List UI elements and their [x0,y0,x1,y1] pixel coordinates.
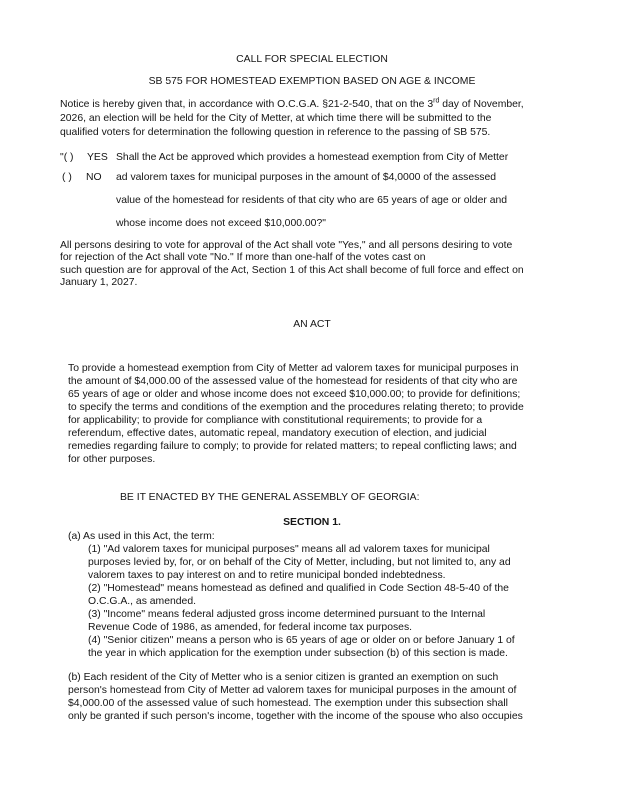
act-text-line-3: 65 years of age or older and whose income does not exceed $10,000.00; to provide for definitions; [68,389,521,400]
notice-line-2: 2026, an election will be held for the City of Metter, at which time there will be submitted to the [60,113,492,124]
act-text-line-2: the amount of $4,000.00 of the assessed value of the homestead for residents of that city who are [68,376,518,387]
definition-1-line-3: valorem taxes to pay interest on and to retire municipal bonded indebtedness. [88,570,446,581]
section-b-line-2: person's homestead from City of Metter ad valorem taxes for municipal purposes in the amount of [68,685,517,696]
notice-line-1 [60,98,524,111]
act-text-line-1: To provide a homestead exemption from City of Metter ad valorem taxes for municipal purposes in [68,363,519,374]
definition-3-line-1: (3) "Income" means federal adjusted gross income determined pursuant to the Internal [88,609,486,620]
section-b-line-4: only be granted if such person's income, together with the income of the spouse who also occupies [68,711,523,722]
act-text-line-7: remedies regarding failure to comply; to provide for related matters; to repeal conflicting laws; and [68,441,517,452]
section-b-line-1: (b) Each resident of the City of Metter who is a senior citizen is granted an exemption on such [68,672,499,683]
definition-2-line-2: O.C.G.A., as amended. [88,596,196,607]
section-heading: SECTION 1. [283,517,341,528]
definition-4-line-1: (4) "Senior citizen" means a person who is 65 years of age or older on or before January 1 of [88,635,515,646]
subtitle: SB 575 FOR HOMESTEAD EXEMPTION BASED ON AGE & INCOME [148,76,476,87]
ballot-question-line-4: whose income does not exceed $10,000.00?" [116,218,326,229]
definition-1-line-2: purposes levied by, for, or on behalf of the City of Metter, including, but not limited to, any ad [88,557,511,568]
instructions-line-1: All persons desiring to vote for approval of the Act shall vote "Yes," and all persons desiring to vote [60,240,513,251]
act-heading: AN ACT [293,319,331,330]
section-b-line-3: $4,000.00 of the assessed value of such homestead. The exemption under this subsection shall [68,698,508,709]
ballot-question-line-1: Shall the Act be approved which provides a homestead exemption from City of Metter [116,152,509,163]
ordinal-suffix: rd [433,97,440,105]
act-text-line-5: for applicability; to provide for compliance with constitutional requirements; to provide for a [68,415,483,426]
definition-4-line-2: the year in which application for the exemption under subsection (b) of this section is made. [88,648,508,659]
definition-1-line-1: (1) "Ad valorem taxes for municipal purposes" means all ad valorem taxes for municipal [88,544,490,555]
ballot-yes-box: "( ) [60,152,74,163]
notice-line-3: qualified voters for determination the following question in reference to the passing of SB 575. [60,127,491,138]
act-text-line-4: to specify the terms and conditions of the exemption and the procedures relating thereto; to provide [68,402,524,413]
act-text-line-6: referendum, effective dates, automatic repeal, mandatory execution of election, and judicial [68,428,487,439]
instructions-line-2: for rejection of the Act shall vote "No." If more than one-half of the votes cast on [60,252,426,263]
ballot-no-label: NO [86,172,102,183]
definition-2-line-1: (2) "Homestead" means homestead as defined and qualified in Code Section 48-5-40 of the [88,583,509,594]
section-a-intro: (a) As used in this Act, the term: [68,531,215,542]
title: CALL FOR SPECIAL ELECTION [236,54,388,65]
ballot-question-line-3: value of the homestead for residents of that city who are 65 years of age or older and [116,195,508,206]
ballot-no-box: ( ) [62,172,72,183]
instructions-line-3: such question are for approval of the Act, Section 1 of this Act shall become of full force and effect on [60,265,524,276]
instructions-line-4: January 1, 2027. [60,277,138,288]
notice-line-1-end: day of November, [439,99,524,110]
act-text-line-8: for other purposes. [68,454,156,465]
notice-line-1-text: Notice is hereby given that, in accordance with O.C.G.A. §21-2-540, that on the 3 [60,99,434,110]
enacting-clause: BE IT ENACTED BY THE GENERAL ASSEMBLY OF GEORGIA: [120,492,420,503]
definition-3-line-2: Revenue Code of 1986, as amended, for federal income tax purposes. [88,622,413,633]
ballot-question-line-2: ad valorem taxes for municipal purposes in the amount of $4,0000 of the assessed [116,172,497,183]
ballot-yes-label: YES [87,152,108,163]
